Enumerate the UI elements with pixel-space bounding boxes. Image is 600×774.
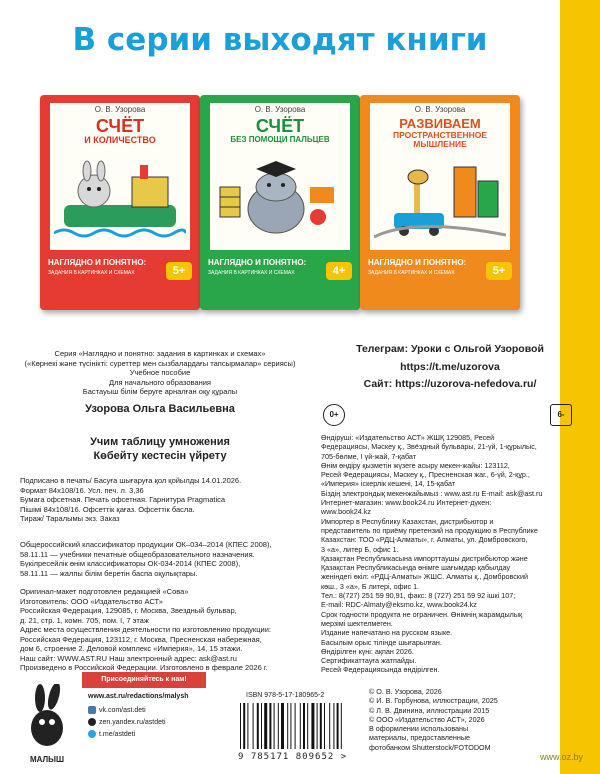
classifier-line: Общероссийский классификатор продукции ОК–034–2014 (КПЕС 2008), [20, 540, 272, 549]
copyright-line: фотобанком Shutterstock/FOTODOM [369, 742, 491, 752]
info-line: көш., 3 «а», Б литері, офис 1. [321, 581, 420, 591]
info-line: Интернет-магазин: www.book24.ru Интернет-дүкен: [321, 498, 492, 508]
watermark: www.oz.by [540, 752, 584, 762]
info-line: www.book24.kz [321, 507, 371, 517]
malysh-logo [18, 684, 76, 764]
book-title-kz: Көбейту кестесін үйрету [93, 450, 227, 462]
barcode-bar [243, 703, 245, 749]
info-line: 705-бөлме, I үй-жай, 7-қабат [321, 451, 417, 461]
classifier-info [20, 540, 320, 578]
vk-link[interactable] [88, 706, 146, 716]
barcode-bar [261, 703, 262, 749]
book-series-title: НАГЛЯДНО И ПОНЯТНО: [368, 258, 467, 267]
barcode-digits: 9 785171 809652 > [238, 752, 348, 762]
zen-icon [88, 718, 96, 726]
barcode-bar [253, 703, 254, 749]
zen-label: zen.yandex.ru/astdeti [99, 719, 166, 726]
classifier-line: 58.11.11 — жалпы білім беретін баспа оқулықтары. [20, 568, 198, 578]
telegram-label: Телеграм: Уроки с Ольгой Узоровой [356, 343, 544, 355]
kazakh-publisher-info [321, 433, 571, 675]
barcode-bar [257, 703, 259, 749]
info-line: Біздің электрондық мекенжайымыз : www.ast.ru E-mail: ask@ast.ru [321, 488, 543, 498]
series-info [10, 349, 310, 397]
series-line: («Көрнекі және түсінікті: суреттер мен сызбалардағы тапсырмалар» сериясы) [24, 358, 296, 368]
info-line: Федерациясы, Мәскеу қ., Звёздный бульвары, 21-үй, 1-құрылыс, [321, 442, 537, 452]
book-age-badge: 4+ [326, 262, 352, 280]
book-title-ru: Учим таблицу умножения [90, 436, 230, 448]
barcode-bar [333, 703, 334, 749]
publisher-line: Наш сайт: WWW.AST.RU Наш электронный адрес: ask@ast.ru [20, 653, 237, 663]
book-series-sub: ЗАДАНИЯ В КАРТИНКАХ И СХЕМАХ [48, 270, 135, 276]
telegram-social-link[interactable] [88, 730, 135, 740]
print-details [20, 476, 320, 524]
logo-text: МАЛЫШ [29, 755, 65, 764]
series-line: Бастауыш білім беруге арналған оқу құралы [82, 387, 238, 396]
book-author: О. В. Узорова [94, 105, 146, 114]
info-line: «Империя» іскерлік кешені, 14, 15-қабат [321, 479, 456, 489]
print-line: Пішімі 84x108/16. Офсеттік қағаз. Офсеттік басла. [20, 504, 195, 514]
print-line: Бумага офсетная. Печать офсетная. Гарнитура Pragmatica [20, 495, 226, 504]
info-line: представитель по приёму претензий на продукцию в Республике [321, 525, 538, 535]
book-series-title: НАГЛЯДНО И ПОНЯТНО: [48, 258, 147, 267]
barcode-bar [311, 703, 314, 749]
barcode-bar [290, 703, 291, 749]
hippo-teacher-illustration [214, 157, 346, 239]
barcode-bar [317, 703, 318, 749]
book-series-sub: ЗАДАНИЯ В КАРТИНКАХ И СХЕМАХ [208, 270, 295, 276]
book-age-badge: 5+ [486, 262, 512, 280]
publisher-line: Изготовитель: ООО «Издательство АСТ» [20, 596, 163, 606]
barcode-bar [287, 703, 288, 749]
series-line: Серия «Наглядно и понятно: задания в картинках и схемах» [54, 349, 266, 358]
info-line: 3 «а», литер Б, офис 1. [321, 544, 399, 554]
book-cover-prostranstvennoe-myshlenie [360, 95, 520, 310]
info-line: Издание напечатано на русском языке. [321, 628, 453, 638]
book-title-line2: ПРОСТРАНСТВЕННОЕ МЫШЛЕНИЕ [392, 129, 488, 149]
info-line: Ресей Федерациясында өндірілген. [321, 665, 440, 675]
publisher-line: дом 6, строение 2. Деловой комплекс «Империя», 14, 15 этажи. [20, 644, 243, 653]
boat-bunny-illustration [54, 157, 186, 239]
vk-label: vk.com/ast.deti [99, 707, 146, 714]
info-line: мерзімі шектелмеген. [321, 618, 393, 628]
info-line: Қазақстан Республикасында өнімге шағымдар қабылдау [321, 563, 511, 573]
publisher-line: Адрес места осуществления деятельности по изготовлению продукции: [20, 625, 271, 634]
page-heading: В серии выходят книги [72, 22, 488, 58]
info-line: Өндіруші: «Издательство АСТ» ЖШҚ 129085, Ресей [321, 433, 495, 442]
info-line: E-mail: RDC-Almaty@eksmo.kz, www.book24.kz [321, 600, 477, 610]
copyright-line: © ООО «Издательство АСТ», 2026 [369, 714, 485, 724]
publisher-line: Оригинал-макет подготовлен редакцией «Сова» [20, 587, 189, 596]
info-line: женіндегі өкіл: «РДЦ-Алматы» ЖШС. Алматы қ., Домбровский [321, 572, 528, 582]
classifier-line: Бүкілресейлік өнім классификаторы ОК-034-2014 (КПЕС 2008), [20, 559, 241, 568]
telegram-icon [88, 730, 96, 738]
barcode-bar [329, 703, 330, 749]
info-line: Импортер в Республику Казахстан, дистрибьютор и [321, 516, 494, 526]
site-link-malysh[interactable]: www.ast.ru/redactions/malysh [88, 693, 189, 700]
copyrights [369, 687, 559, 752]
site-link[interactable]: Сайт: https://uzorova-nefedova.ru/ [363, 378, 537, 390]
barcode-bar [337, 703, 339, 749]
copyright-line: © Л. В. Двинина, иллюстрации 2015 [369, 705, 490, 715]
print-line: Формат 84x108/16. Усл. печ. л. 3,36 [20, 485, 144, 495]
publisher-info [20, 587, 320, 673]
book-title-line2: И КОЛИЧЕСТВО [84, 134, 156, 145]
book-author: О. В. Узорова [254, 105, 306, 114]
vk-icon [88, 706, 96, 714]
info-line: Ресей Федерациясы, Мәскеу қ., Пресненская жаг., 6-үй, 2-құр., [321, 470, 530, 480]
barcode-bar [300, 703, 301, 749]
book-title-line2: БЕЗ ПОМОЩИ ПАЛЬЦЕВ [230, 134, 330, 144]
book-series-title: НАГЛЯДНО И ПОНЯТНО: [208, 258, 307, 267]
barcode-bar [324, 703, 325, 749]
book-cover-schet-bez-palcev [200, 95, 360, 310]
copyright-line: © И. В. Горбунова, иллюстрации, 2025 [369, 696, 498, 706]
telegram-link[interactable]: https://t.me/uzorova [400, 361, 500, 373]
author-name: Узорова Ольга Васильевна [85, 403, 235, 415]
info-line: Қазақстан Республикасына импорттаушы дистрибьютор және [321, 553, 528, 563]
age-limit-6minus-icon: 6- [550, 404, 572, 426]
join-us-banner[interactable]: Присоединяйтесь к нам! [82, 672, 206, 688]
barcode-bar [274, 703, 275, 749]
info-line: Сертификаттауға жатпайды. [321, 656, 417, 666]
barcode-icon [236, 703, 362, 751]
copyright-line: В оформлении использованы [369, 724, 469, 734]
publisher-line: Произведено в Российской Федерации. Изготовлено в феврале 2026 г. [20, 663, 268, 672]
barcode-bar [307, 703, 308, 749]
info-line: Тел.: 8(727) 251 59 90,91, факс: 8 (727) 251 59 92 ішкі 107; [321, 591, 516, 601]
book-author: О. В. Узорова [414, 105, 466, 114]
age-rating-0plus-icon: 0+ [323, 404, 345, 426]
publisher-line: Российская Федерация, 123112, г. Москва, Пресненская набережная, [20, 634, 262, 644]
book-cover-schet-i-kolichestvo [40, 95, 200, 310]
barcode-bar [295, 703, 296, 749]
isbn: ISBN 978-5-17-180965-2 [246, 692, 325, 699]
book-series-sub: ЗАДАНИЯ В КАРТИНКАХ И СХЕМАХ [368, 270, 455, 276]
book-age-badge: 5+ [166, 262, 192, 280]
classifier-line: 58.11.11 — учебники печатные общеобразовательного назначения. [20, 549, 255, 559]
copyright-line: материалы, предоставленные [369, 733, 471, 743]
publisher-line: Российская Федерация, 129085, г. Москва, Звездный бульвар, [20, 606, 237, 615]
barcode-bar [269, 703, 271, 749]
telegram-social-label: t.me/astdeti [99, 731, 136, 738]
book-title-line1: СЧЁТ [255, 116, 305, 136]
zen-link[interactable] [88, 718, 166, 728]
barcode-bar [281, 703, 284, 749]
barcode-bar [320, 703, 322, 749]
print-line: Подписано в печать/ Басуға шығаруға қол қойылды 14.01.2026. [20, 476, 242, 485]
bunny-logo-icon [18, 684, 76, 750]
barcode-bar [303, 703, 305, 749]
info-line: Казахстан: ТОО «РДЦ-Алматы», г. Алматы, ул. Домбровского, [321, 535, 528, 545]
info-line: Өндірілген күні: ақпан 2026. [321, 646, 414, 656]
barcode-bar [240, 703, 241, 749]
info-line: Басылым орыс тілінде шығарылған. [321, 637, 442, 647]
series-line: Для начального образования [109, 377, 211, 387]
series-line: Учебное пособие [129, 368, 191, 377]
book-title-line1: РАЗВИВАЕМ [399, 116, 481, 131]
barcode-bar [264, 703, 267, 749]
publisher-line: д. 21, стр. 1, комн. 705, пом. I, 7 этаж [20, 615, 149, 625]
book-title-line1: СЧЁТ [95, 116, 145, 136]
copyright-line: © О. В. Узорова, 2026 [369, 687, 442, 696]
giraffe-city-illustration [374, 157, 506, 239]
barcode-bar [341, 703, 342, 749]
barcode-bar [278, 703, 279, 749]
info-line: Срок годности продукта не ограничен. Өнімнің жарамдылық [321, 609, 523, 619]
barcode-bar [247, 703, 248, 749]
info-line: Өнім өндіру қызметін жүзеге асыру мекен-жайы: 123112, [321, 460, 510, 470]
print-line: Тираж/ Таралымы экз. Заказ [20, 514, 120, 523]
